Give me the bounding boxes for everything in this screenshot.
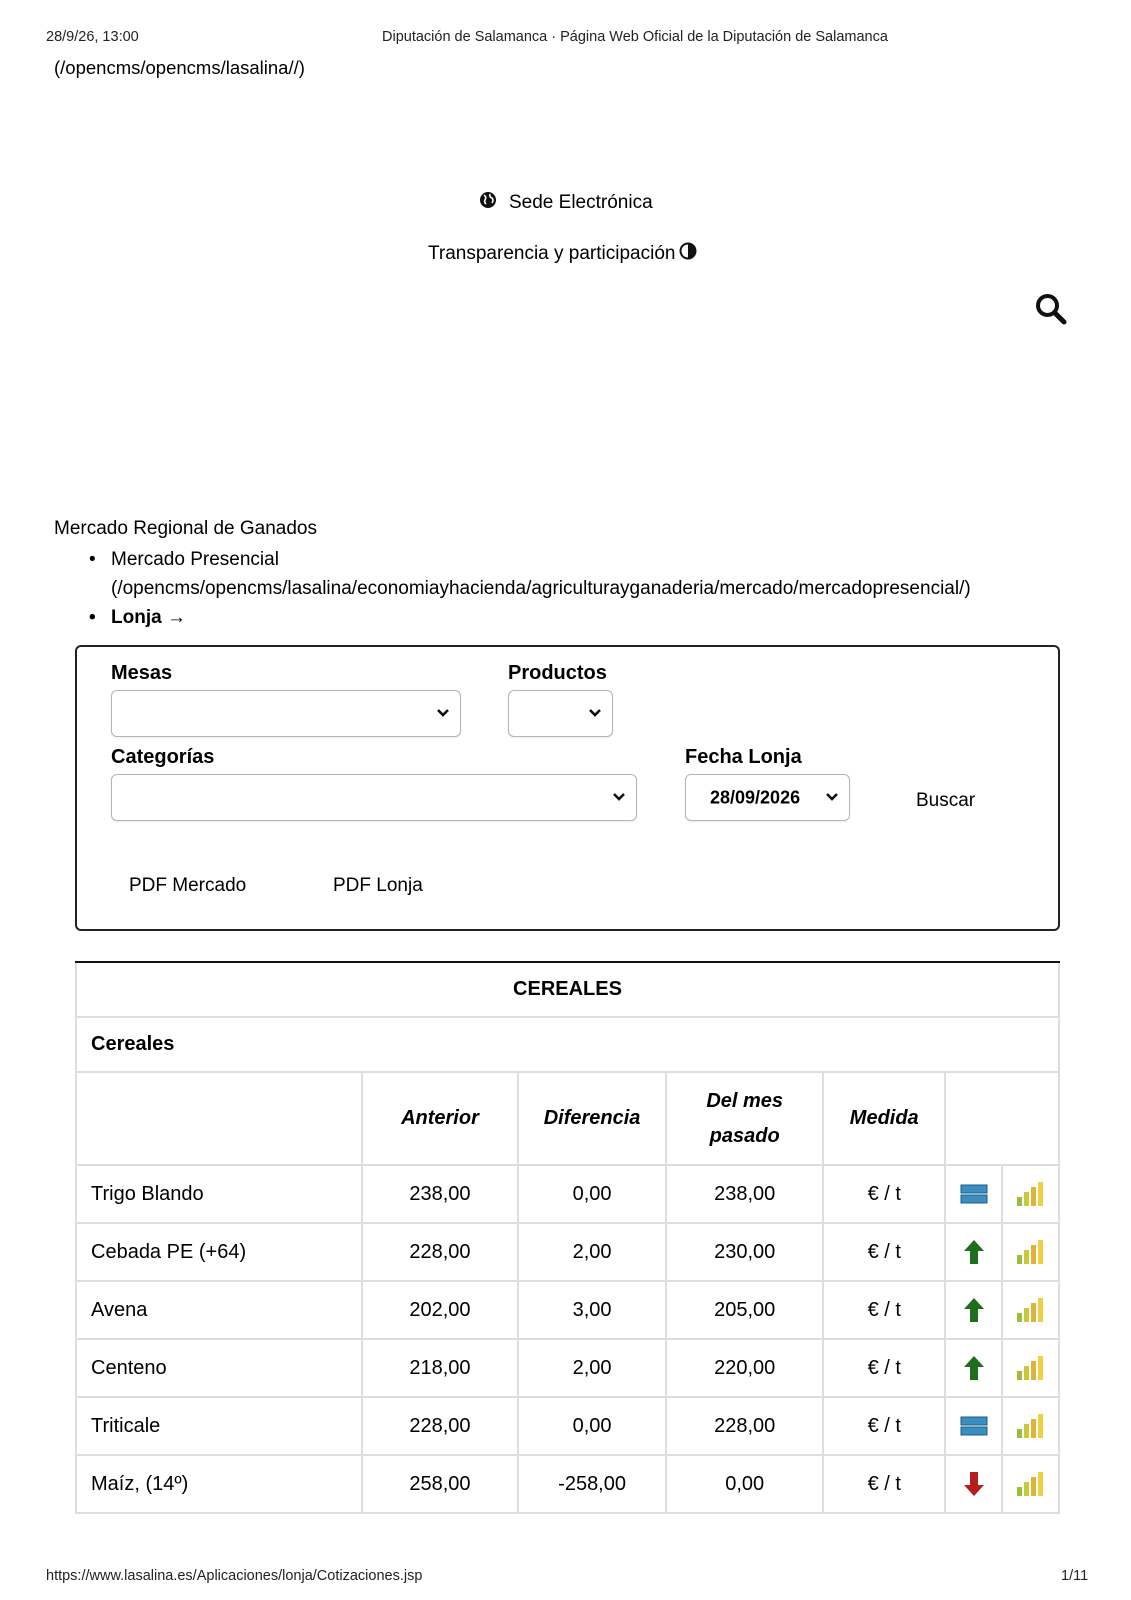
cell-product: Trigo Blando: [76, 1165, 362, 1223]
bar-chart-icon[interactable]: [1003, 1239, 1058, 1265]
bar-chart-icon[interactable]: [1003, 1297, 1058, 1323]
group-title: Cereales: [76, 1017, 1059, 1072]
mesas-label: Mesas: [111, 662, 173, 684]
cell-medida: € / t: [823, 1281, 945, 1339]
bar-chart-icon[interactable]: [1003, 1181, 1058, 1207]
header-icons: [945, 1072, 1059, 1165]
cell-trend: [945, 1397, 1001, 1455]
pdf-lonja-button[interactable]: PDF Lonja: [333, 875, 423, 896]
table-row: [76, 1455, 1059, 1513]
cell-del-mes: 0,00: [666, 1455, 823, 1513]
chevron-down-icon: [825, 789, 839, 807]
cell-chart[interactable]: [1002, 1281, 1059, 1339]
chevron-down-icon: [436, 705, 450, 723]
cell-anterior: 228,00: [362, 1397, 518, 1455]
globe-icon: [479, 191, 497, 215]
cell-chart[interactable]: [1002, 1223, 1059, 1281]
buscar-button[interactable]: Buscar: [916, 790, 976, 811]
productos-select[interactable]: [508, 690, 613, 737]
cell-anterior: 238,00: [362, 1165, 518, 1223]
cell-diferencia: 0,00: [518, 1165, 667, 1223]
search-icon[interactable]: [1034, 292, 1068, 326]
cell-anterior: 228,00: [362, 1223, 518, 1281]
table-header-row: [76, 1072, 1059, 1165]
print-datetime: 28/9/26, 13:00: [46, 29, 139, 45]
table-row: [76, 1165, 1059, 1223]
fecha-lonja-select[interactable]: [685, 774, 850, 821]
table-row: [76, 1339, 1059, 1397]
cell-del-mes: 230,00: [666, 1223, 823, 1281]
transparencia-label: Transparencia y participación: [428, 243, 676, 264]
print-url: https://www.lasalina.es/Aplicaciones/lonja/Cotizaciones.jsp: [46, 1568, 423, 1584]
prices-table: [75, 963, 1060, 1514]
cell-chart[interactable]: [1002, 1455, 1059, 1513]
cell-medida: € / t: [823, 1455, 945, 1513]
pdf-mercado-button[interactable]: PDF Mercado: [129, 875, 247, 896]
breadcrumb-item-lonja[interactable]: [86, 603, 971, 632]
bar-chart-icon[interactable]: [1003, 1413, 1058, 1439]
transparencia-link[interactable]: [428, 242, 697, 266]
fecha-lonja-value: 28/09/2026: [710, 787, 801, 807]
categorias-select[interactable]: [111, 774, 637, 821]
header-medida: Medida: [823, 1072, 945, 1165]
cell-trend: [945, 1281, 1001, 1339]
cell-product: Maíz, (14º): [76, 1455, 362, 1513]
cell-anterior: 258,00: [362, 1455, 518, 1513]
arrow-up-icon: [946, 1297, 1000, 1323]
header-diferencia: Diferencia: [518, 1072, 667, 1165]
cell-medida: € / t: [823, 1339, 945, 1397]
cell-medida: € / t: [823, 1397, 945, 1455]
arrow-down-icon: [946, 1471, 1000, 1497]
cell-del-mes: 205,00: [666, 1281, 823, 1339]
header-del-mes-line2: pasado: [709, 1124, 780, 1147]
table-row: [76, 1223, 1059, 1281]
cell-del-mes: 228,00: [666, 1397, 823, 1455]
cell-trend: [945, 1223, 1001, 1281]
cell-anterior: 218,00: [362, 1339, 518, 1397]
breadcrumb-item-label: Mercado Presencial: [111, 549, 279, 570]
cell-del-mes: 238,00: [666, 1165, 823, 1223]
print-page-number: 1/11: [1061, 1568, 1089, 1584]
table-row: [76, 1397, 1059, 1455]
mesas-select[interactable]: [111, 690, 461, 737]
breadcrumb-title: Mercado Regional de Ganados: [54, 518, 318, 539]
breadcrumb: [86, 545, 971, 632]
cell-trend: [945, 1165, 1001, 1223]
cell-diferencia: 0,00: [518, 1397, 667, 1455]
cell-medida: € / t: [823, 1223, 945, 1281]
cell-product: Centeno: [76, 1339, 362, 1397]
cell-product: Cebada PE (+64): [76, 1223, 362, 1281]
cell-product: Triticale: [76, 1397, 362, 1455]
table-row: [76, 1281, 1059, 1339]
breadcrumb-item-label: Lonja →: [111, 607, 186, 628]
header-del-mes-pasado: [666, 1072, 823, 1165]
cell-medida: € / t: [823, 1165, 945, 1223]
cell-diferencia: 2,00: [518, 1223, 667, 1281]
bar-chart-icon[interactable]: [1003, 1355, 1058, 1381]
productos-label: Productos: [508, 662, 607, 684]
chevron-down-icon: [588, 705, 602, 723]
breadcrumb-item-url: (/opencms/opencms/lasalina/economiayhacienda/agriculturayganaderia/mercado/mercadopresencial/): [111, 578, 971, 599]
cell-diferencia: -258,00: [518, 1455, 667, 1513]
sede-electronica-label: Sede Electrónica: [509, 192, 653, 213]
cell-chart[interactable]: [1002, 1165, 1059, 1223]
categorias-label: Categorías: [111, 746, 215, 768]
prices-table-container: [75, 961, 1060, 1520]
logo-link[interactable]: (/opencms/opencms/lasalina//): [54, 57, 305, 78]
fecha-lonja-label: Fecha Lonja: [685, 746, 802, 768]
cell-chart[interactable]: [1002, 1339, 1059, 1397]
header-del-mes-line1: Del mes: [706, 1089, 784, 1112]
sede-electronica-link[interactable]: [479, 191, 653, 215]
cell-anterior: 202,00: [362, 1281, 518, 1339]
print-page-title: Diputación de Salamanca · Página Web Oficial de la Diputación de Salamanca: [382, 29, 888, 45]
chevron-down-icon: [612, 789, 626, 807]
header-anterior: Anterior: [362, 1072, 518, 1165]
cell-diferencia: 2,00: [518, 1339, 667, 1397]
equal-icon: [946, 1184, 1000, 1204]
breadcrumb-item-mercado-presencial[interactable]: [86, 545, 971, 603]
equal-icon: [946, 1416, 1000, 1436]
bar-chart-icon[interactable]: [1003, 1471, 1058, 1497]
header-product: [76, 1072, 362, 1165]
cell-chart[interactable]: [1002, 1397, 1059, 1455]
arrow-up-icon: [946, 1355, 1000, 1381]
contrast-icon[interactable]: [679, 242, 697, 266]
cell-trend: [945, 1339, 1001, 1397]
cell-trend: [945, 1455, 1001, 1513]
section-title: CEREALES: [76, 963, 1059, 1017]
cell-del-mes: 220,00: [666, 1339, 823, 1397]
cell-product: Avena: [76, 1281, 362, 1339]
arrow-up-icon: [946, 1239, 1000, 1265]
cell-diferencia: 3,00: [518, 1281, 667, 1339]
